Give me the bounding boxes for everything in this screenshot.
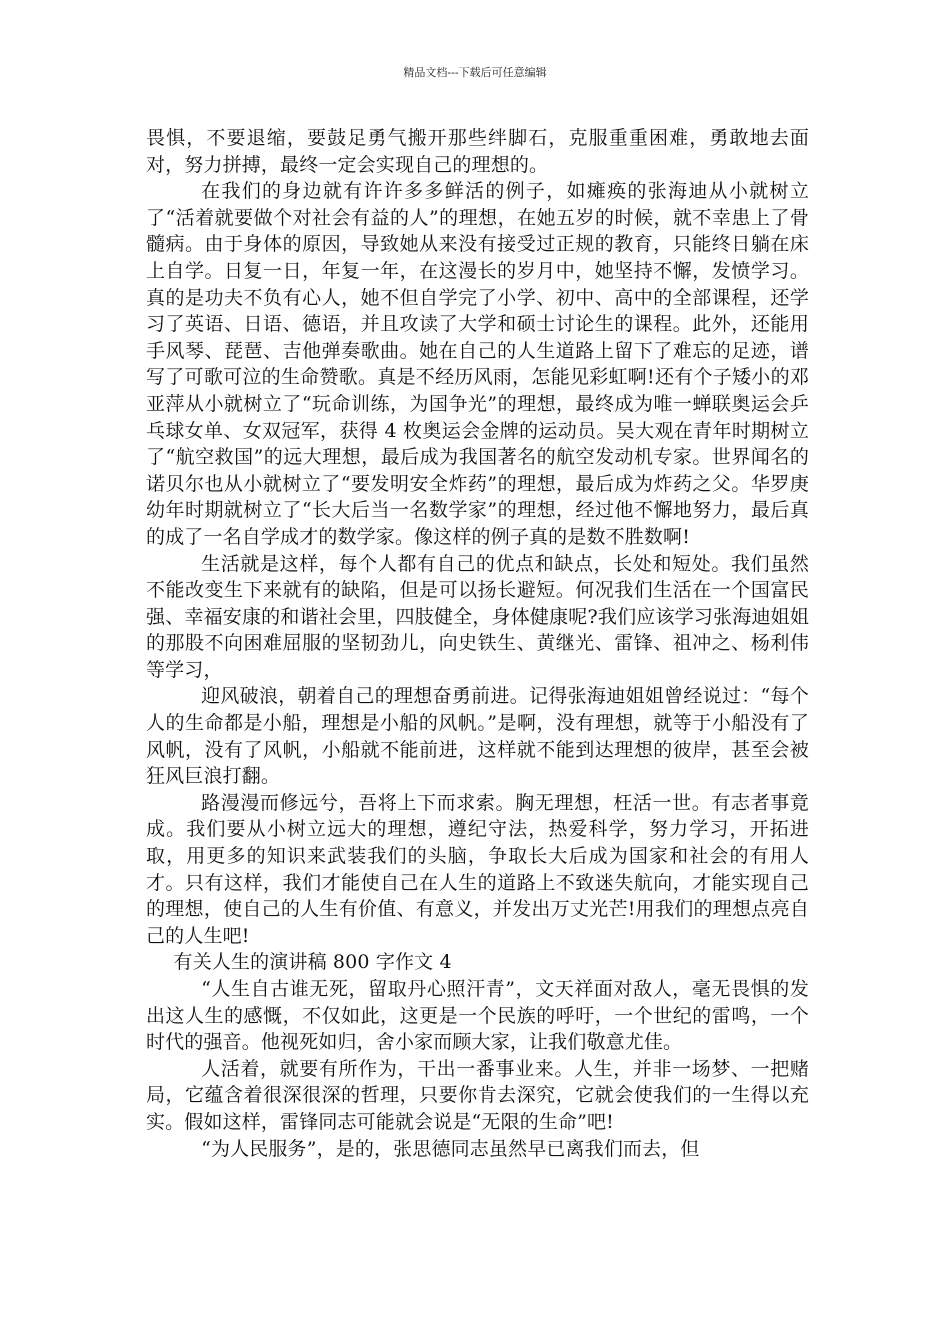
section-heading: 有关人生的演讲稿 800 字作文 4 [173, 951, 452, 974]
paragraph-life: 生活就是这样，每个人都有自己的优点和缺点，长处和短处。我们虽然不能改变生下来就有的缺陷，但是可以扬长避短。何况我们生活在一个国富民强、幸福安康的和谐社会里，四肢健全，身体健康呢?我们应该学习张海迪姐姐的那股不向困难屈服的坚韧劲儿，向史铁生、黄继光、雷锋、祖冲之、杨利伟等学习， [146, 552, 809, 681]
paragraph-long-road: 路漫漫而修远兮，吾将上下而求索。胸无理想，枉活一世。有志者事竟成。我们要从小树立远大的理想，遵纪守法，热爱科学，努力学习，开拓进取，用更多的知识来武装我们的头脑，争取长大后成为国家和社会的有用人才。只有这样，我们才能使自己在人生的道路上不致迷失航向，才能实现自己的理想，使自己的人生有价值、有意义，并发出万丈光芒!用我们的理想点亮自己的人生吧! [146, 791, 809, 947]
paragraph-wen-tianxiang: “人生自古谁无死，留取丹心照汗青”，文天祥面对敌人，毫无畏惧的发出这人生的感慨，不仅如此，这更是一个民族的呼吁，一个世纪的雷鸣，一个时代的强音。他视死如归，舍小家而顾大家，让我们敬意尤佳。 [146, 978, 809, 1054]
document-body [146, 125, 809, 1162]
paragraph-serve-people: “为人民服务”，是的，张思德同志虽然早已离我们而去，但 [201, 1137, 700, 1160]
paragraph-wind-waves: 迎风破浪，朝着自己的理想奋勇前进。记得张海迪姐姐曾经说过：“每个人的生命都是小船，理想是小船的风帆。”是啊，没有理想，就等于小船没有了风帆，没有了风帆，小船就不能前进，这样就不能到达理想的彼岸，甚至会被狂风巨浪打翻。 [146, 685, 809, 788]
page-header: 精品文档---下载后可任意编辑 [403, 66, 547, 79]
paragraph-examples: 在我们的身边就有许许多多鲜活的例子，如瘫痪的张海迪从小就树立了“活着就要做个对社会有益的人”的理想，在她五岁的时候，就不幸患上了骨髓病。由于身体的原因，导致她从来没有接受过正规的教育，只能终日躺在床上自学。日复一日，年复一年，在这漫长的岁月中，她坚持不懈，发愤学习。真的是功夫不负有心人，她不但自学完了小学、初中、高中的全部课程，还学习了英语、日语、德语，并且攻读了大学和硕士讨论生的课程。此外，还能用手风琴、琵琶、吉他弹奏歌曲。她在自己的人生道路上留下了难忘的足迹，谱写了可歌可泣的生命赞歌。真是不经历风雨，怎能见彩虹啊!还有个子矮小的邓亚萍从小就树立了“玩命训练，为国争光”的理想，最终成为唯一蝉联奥运会乒乓球女单、女双冠军，获得 4 枚奥运会金牌的运动员。吴大观在青年时期树立了“航空救国”的远大理想，最后成为我国著名的航空发动机专家。世界闻名的诺贝尔也从小就树立了“要发明安全炸药”的理想，最后成为炸药之父。华罗庚幼年时期就树立了“长大后当一名数学家”的理想，经过他不懈地努力，最后真的成了一名自学成才的数学家。像这样的例子真的是数不胜数啊! [146, 180, 809, 548]
paragraph-continuation: 畏惧，不要退缩，要鼓足勇气搬开那些绊脚石，克服重重困难，勇敢地去面对，努力拼搏，最终一定会实现自己的理想的。 [146, 127, 809, 176]
paragraph-achievement: 人活着，就要有所作为，干出一番事业来。人生，并非一场梦、一把赌局，它蕴含着很深很深的哲理，只要你肯去深究，它就会使我们的一生得以充实。假如这样，雷锋同志可能就会说是“无限的生命”吧! [146, 1057, 809, 1133]
